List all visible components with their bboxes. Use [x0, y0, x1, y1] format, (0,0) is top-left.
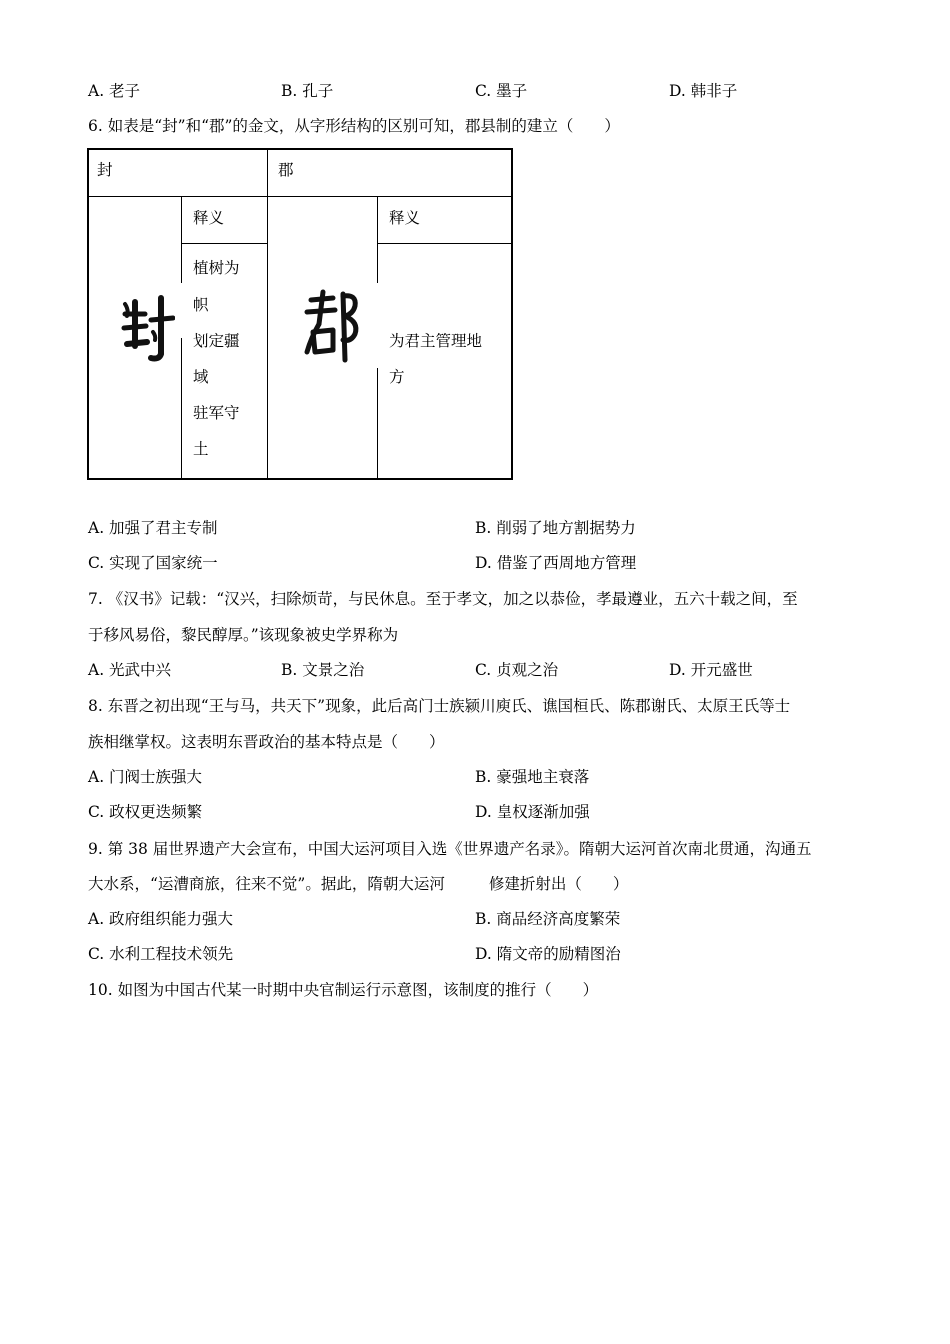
- jun-bronze-glyph-icon: [303, 288, 367, 364]
- q7-option-a: A. 光武中兴: [88, 661, 172, 679]
- feng-meaning-line: 域: [193, 368, 209, 386]
- jun-meaning-line: 方: [389, 368, 405, 386]
- q8-option-b: B. 豪强地主衰落: [475, 768, 590, 786]
- q6-option-c: C. 实现了国家统一: [88, 554, 218, 572]
- feng-meaning-line: 划定疆: [193, 332, 240, 350]
- q9-option-b: B. 商品经济高度繁荣: [475, 910, 621, 928]
- q7-stem-line2: 于移风易俗，黎民醇厚。”该现象被史学界称为: [88, 626, 399, 644]
- q9-option-a: A. 政府组织能力强大: [88, 910, 234, 928]
- q8-option-a: A. 门阀士族强大: [88, 768, 203, 786]
- q6-option-d: D. 借鉴了西周地方管理: [475, 554, 637, 572]
- q5-option-c: C. 墨子: [475, 82, 528, 100]
- q6-stem: 6. 如表是“封”和“郡”的金文，从字形结构的区别可知，郡县制的建立（ ）: [88, 117, 620, 135]
- q9-stem-line1: 9. 第 38 届世界遗产大会宣布，中国大运河项目入选《世界遗产名录》。隋朝大运河首次南北贯通，沟通五: [88, 840, 812, 858]
- q5-option-b: B. 孔子: [281, 82, 334, 100]
- feng-meaning-line: 植树为: [193, 259, 240, 277]
- q9-option-c: C. 水利工程技术领先: [88, 945, 234, 963]
- q9-stem-line2-part2: 修建折射出（ ）: [488, 875, 629, 893]
- q7-option-b: B. 文景之治: [281, 661, 365, 679]
- q9-stem-line2: [88, 874, 628, 894]
- q9-stem-line2-part1: 大水系，“运漕商旅，往来不觉”。据此，隋朝大运河: [88, 875, 445, 893]
- q6-table: [87, 148, 513, 480]
- feng-header: 封: [97, 161, 113, 179]
- q7-stem-line1: 7. 《汉书》记载：“汉兴，扫除烦苛，与民休息。至于孝文，加之以恭俭，孝最遵业，五六十载之间，至: [88, 590, 798, 608]
- jun-meaning-header: 释义: [389, 209, 421, 227]
- q10-stem: 10. 如图为中国古代某一时期中央官制运行示意图，该制度的推行（ ）: [88, 981, 599, 999]
- q6-option-a: A. 加强了君主专制: [88, 519, 218, 537]
- q6-option-b: B. 削弱了地方割据势力: [475, 519, 636, 537]
- q8-option-d: D. 皇权逐渐加强: [475, 803, 590, 821]
- q5-option-a: A. 老子: [88, 82, 141, 100]
- q7-option-c: C. 贞观之治: [475, 661, 559, 679]
- feng-bronze-glyph-icon: [121, 294, 175, 362]
- q8-stem-line1: 8. 东晋之初出现“王与马，共天下”现象，此后高门士族颍川庾氏、谯国桓氏、陈郡谢氏、太原王氏等士: [88, 697, 791, 715]
- feng-meaning-line: 土: [193, 440, 209, 458]
- jun-header: 郡: [278, 161, 294, 179]
- q7-option-d: D. 开元盛世: [669, 661, 753, 679]
- q8-option-c: C. 政权更迭频繁: [88, 803, 203, 821]
- q8-stem-line2: 族相继掌权。这表明东晋政治的基本特点是（ ）: [88, 733, 445, 751]
- feng-meaning-line: 驻军守: [193, 404, 240, 422]
- jun-meaning-line: 为君主管理地: [389, 332, 483, 350]
- feng-meaning-line: 帜: [193, 296, 209, 314]
- feng-meaning-header: 释义: [193, 209, 225, 227]
- q9-option-d: D. 隋文帝的励精图治: [475, 945, 621, 963]
- q5-option-d: D. 韩非子: [669, 82, 738, 100]
